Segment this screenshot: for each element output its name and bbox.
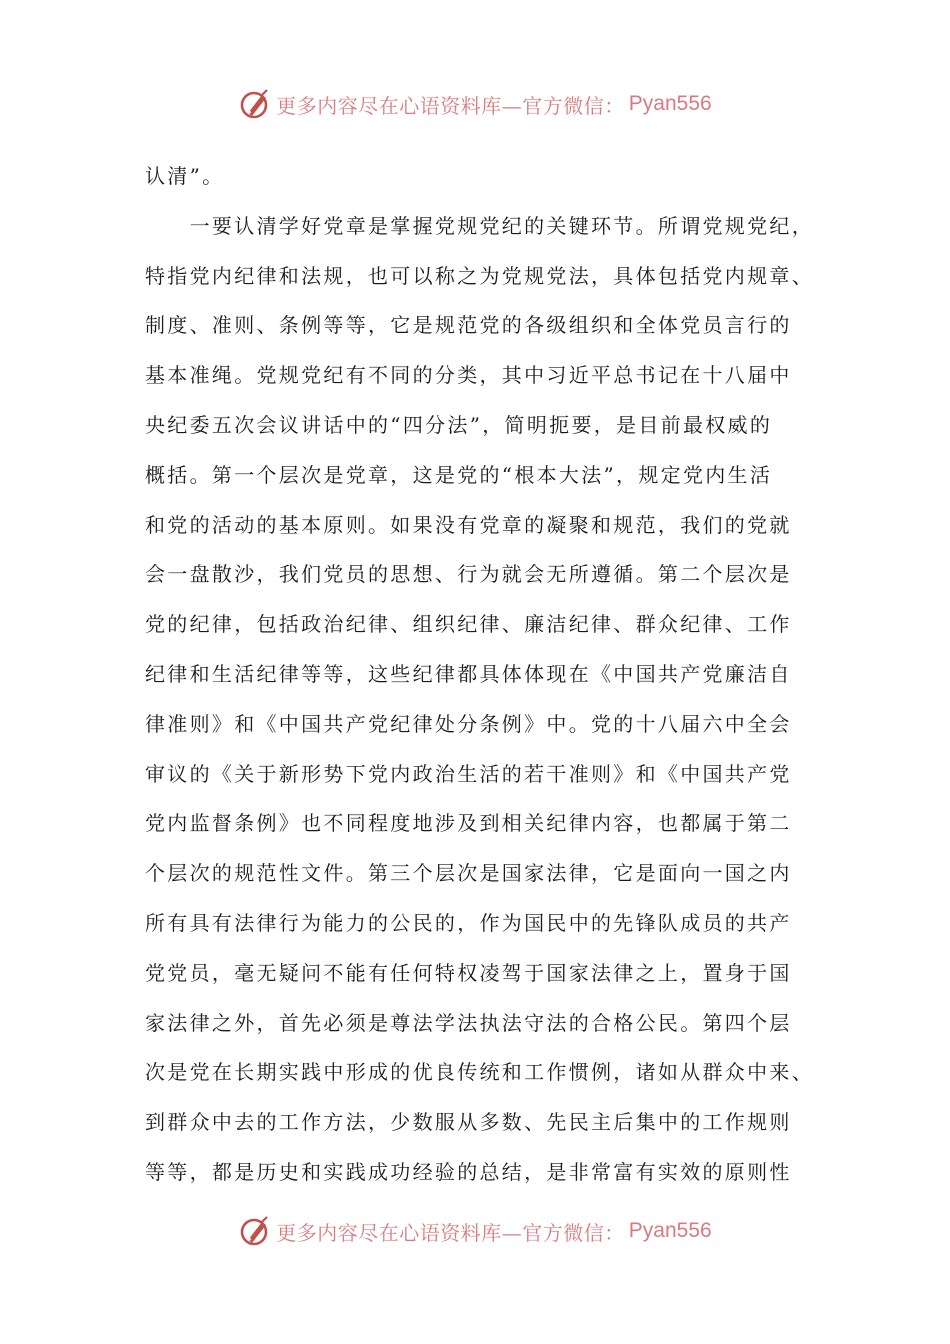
header-banner: [0, 84, 950, 124]
banner-wechat-id: Pyan556: [628, 1219, 712, 1242]
text-line: 央纪委五次会议讲话中的“四分法”，简明扼要，是目前最权威的: [145, 412, 773, 437]
banner-wechat-id: Pyan556: [628, 92, 712, 115]
text-line: 党党员，毫无疑问不能有任何特权凌驾于国家法律之上，置身于国: [145, 960, 792, 985]
banner-text: 更多内容尽在心语资料库—官方微信：: [276, 93, 625, 118]
text-line: 纪律和生活纪律等等，这些纪律都具体体现在《中国共产党廉洁自: [145, 661, 792, 686]
text-line: 个层次的规范性文件。第三个层次是国家法律，它是面向一国之内: [145, 861, 792, 886]
text-line: 基本准绳。党规党纪有不同的分类，其中习近平总书记在十八届中: [145, 363, 792, 388]
text-line: 家法律之外，首先必须是尊法学法执法守法的合格公民。第四个层: [145, 1010, 792, 1035]
text-line: 党的纪律，包括政治纪律、组织纪律、廉洁纪律、群众纪律、工作: [145, 612, 792, 637]
text-line: 次是党在长期实践中形成的优良传统和工作惯例，诸如从群众中来、: [145, 1060, 814, 1085]
pen-circle-icon: [238, 1214, 272, 1248]
text-line: 律准则》和《中国共产党纪律处分条例》中。党的十八届六中全会: [145, 711, 792, 736]
text-line: 审议的《关于新形势下党内政治生活的若干准则》和《中国共产党: [145, 761, 792, 786]
footer-banner: [0, 1211, 950, 1251]
document-body: [145, 152, 815, 1198]
text-line: 到群众中去的工作方法，少数服从多数、先民主后集中的工作规则: [145, 1110, 792, 1135]
text-line: 会一盘散沙，我们党员的思想、行为就会无所遵循。第二个层次是: [145, 562, 792, 587]
text-line: 和党的活动的基本原则。如果没有党章的凝聚和规范，我们的党就: [145, 512, 792, 537]
text-line: 一要认清学好党章是掌握党规党纪的关键环节。所谓党规党纪，: [145, 213, 814, 238]
text-line: 认清”。: [145, 164, 225, 188]
text-line: 特指党内纪律和法规，也可以称之为党规党法，具体包括党内规章、: [145, 263, 814, 288]
text-line: 党内监督条例》也不同程度地涉及到相关纪律内容，也都属于第二: [145, 811, 792, 836]
text-line: 制度、准则、条例等等，它是规范党的各级组织和全体党员言行的: [145, 313, 792, 338]
pen-circle-icon: [238, 87, 272, 121]
text-line: 所有具有法律行为能力的公民的，作为国民中的先锋队成员的共产: [145, 910, 792, 935]
text-line: 等等，都是历史和实践成功经验的总结，是非常富有实效的原则性: [145, 1159, 792, 1184]
banner-text: 更多内容尽在心语资料库—官方微信：: [276, 1220, 625, 1245]
text-line: 概括。第一个层次是党章，这是党的“根本大法”，规定党内生活: [145, 462, 773, 487]
